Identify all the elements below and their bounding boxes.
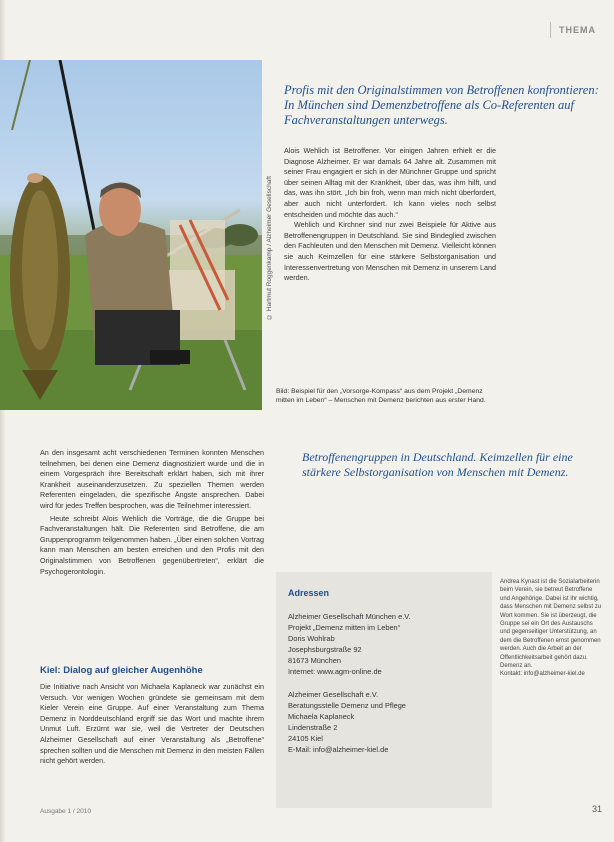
page-number: 31 (592, 804, 603, 814)
address-line: 81673 München (288, 656, 342, 665)
sidebar-line: Gruppe sei ein Ort des Austauschs (500, 621, 593, 628)
sidebar-line: Demenz an. (500, 663, 533, 670)
sidebar-line: Andrea Kynast ist die Sozialarbeiterin (500, 579, 600, 585)
address-line: Josephsburgstraße 92 (288, 645, 362, 654)
address-line: Beratungsstelle Demenz und Pflege (288, 701, 406, 710)
address-line: Doris Wohlrab (288, 634, 335, 643)
pull-quote: Betroffenengruppen in Deutschland. Keimzellen für eine stärkere Selbstorganisation von Menschen mit Demenz. (302, 450, 573, 479)
sidebar-line: Öffentlichkeitsarbeit gehört dazu. (500, 654, 588, 661)
body-paragraph: Wehlich und Kirchner sind nur zwei Beispiele für Aktive aus Betroffenengruppen in Deutschland. Sie sind Bindeglied zwischen den Fachleuten und den Menschen mit Demenz. Vielleicht können sie auch Keimzellen für eine stärkere Selbstorganisation und Interessenvertretung von Menschen mit Demenz in unserem Land werden. (284, 220, 496, 283)
sidebar-line: dem die Betroffenen ernst genommen (500, 637, 601, 644)
angler-photo-illustration (0, 60, 262, 410)
address-line: Alzheimer Gesellschaft München e.V. (288, 612, 411, 621)
body-paragraph: Die Initiative nach Ansicht von Michaela Kaplaneck war zunächst ein Versuch. Vor wenigen Wochen gründete sie gemeinsam mit dem Kieler Verein eine Gruppe. Auf einer Veranstaltung zum Thema Demenz in Norddeutschland ergriff sie das Wort und machte ihrem Unmut Luft. Erzürnt war sie, weil die Vertreter der Deutschen Alzheimer Gesellschaft auf einer Veranstaltung als „Betroffene“ sprechen sollten und die Menschen mit Demenz in den meisten Fällen nicht gehört werden. (40, 682, 264, 766)
address-block (288, 611, 480, 677)
address-line: Alzheimer Gesellschaft e.V. (288, 690, 379, 699)
addresses-title: Adressen (288, 588, 330, 598)
sidebar-line: werden. Auch die Arbeit an der (500, 646, 582, 653)
article-photo (0, 60, 262, 410)
body-paragraph: Heute schreibt Alois Wehlich die Vorträge, die die Gruppe bei Fachveranstaltungen hält. Die Referenten sind Betroffene, die am Gruppenprogramm teilgenommen haben. „Über einen solchen Vortrag kann man Menschen am besten erreichen und den Profis mit den Originalstimmen von Betroffenen gegenübertreten“, erklärt die Psychogerontologin. (40, 513, 264, 576)
lead-paragraph: Profis mit den Originalstimmen von Betroffenen konfrontieren: In München sind Demenzbetroffene als Co-Referenten auf Fachveranstaltungen unterwegs. (284, 83, 599, 127)
sidebar-line: und gegenseitiger Unterstützung, an (500, 629, 597, 636)
address-web-link[interactable]: Internet: www.agm-online.de (288, 667, 382, 676)
address-block (288, 689, 480, 755)
photo-caption: Bild: Beispiel für den „Vorsorge-Kompass“ aus dem Projekt „Demenz mitten im Leben“ – Menschen mit Demenz berichten aus erster Hand. (276, 388, 486, 404)
section-subheading: Kiel: Dialog auf gleicher Augenhöhe (40, 665, 203, 676)
address-line: 24105 Kiel (288, 734, 323, 743)
left-body-column (40, 448, 264, 579)
sidebar-line: und Angehörige. Dabei ist ihr wichtig, (500, 595, 599, 602)
body-paragraph: An den insgesamt acht verschiedenen Terminen konnten Menschen teilnehmen, bei denen eine Demenz diagnostiziert wurde und die in einem Vorgespräch ihre Bereitschaft erklärt haben, sich mit ihrer Krankheit auseinanderzusetzen. Zu speziellen Themen werden Referenten eingeladen, die spezifische Ängste ansprechen. Dabei wird für jedes Treffen besprochen, was die Teilnehmer interessiert. (40, 448, 264, 510)
issue-label: Ausgabe 1 / 2010 (40, 808, 91, 815)
sidebar-note (500, 578, 614, 679)
photo-credit: © Hartmut Roggenkamp / Alzheimer Gesellschaft (266, 176, 273, 320)
section-tag: THEMA (550, 22, 614, 38)
address-line: Lindenstraße 2 (288, 723, 338, 732)
address-line: Projekt „Demenz mitten im Leben“ (288, 623, 401, 632)
sidebar-line: dass Menschen mit Demenz selbst zu (500, 604, 602, 611)
right-body-column (284, 146, 496, 284)
sidebar-line: beim Verein, sie betreut Betroffene (500, 587, 593, 594)
body-paragraph: Alois Wehlich ist Betroffener. Vor einigen Jahren erhielt er die Diagnose Alzheimer. Er war damals 64 Jahre alt. Zusammen mit seiner Frau engagiert er sich in der Münchner Gruppe und spricht über seinen Alltag mit der Krankheit, über das, was ihm hilft, und das, was ihn stört. „Ich bin froh, wenn man mich nicht überfordert, aber auch nicht unterfordert. Ich kann vieles noch selbst entscheiden und möchte das auch.“ (284, 146, 496, 219)
sidebar-line: Wort kommen. Sie ist überzeugt, die (500, 612, 597, 619)
addresses-box (276, 572, 492, 808)
address-email-link[interactable]: E-Mail: info@alzheimer-kiel.de (288, 745, 389, 754)
address-line: Michaela Kaplaneck (288, 712, 355, 721)
sidebar-email-link[interactable]: Kontakt: info@alzheimer-kiel.de (500, 671, 585, 678)
